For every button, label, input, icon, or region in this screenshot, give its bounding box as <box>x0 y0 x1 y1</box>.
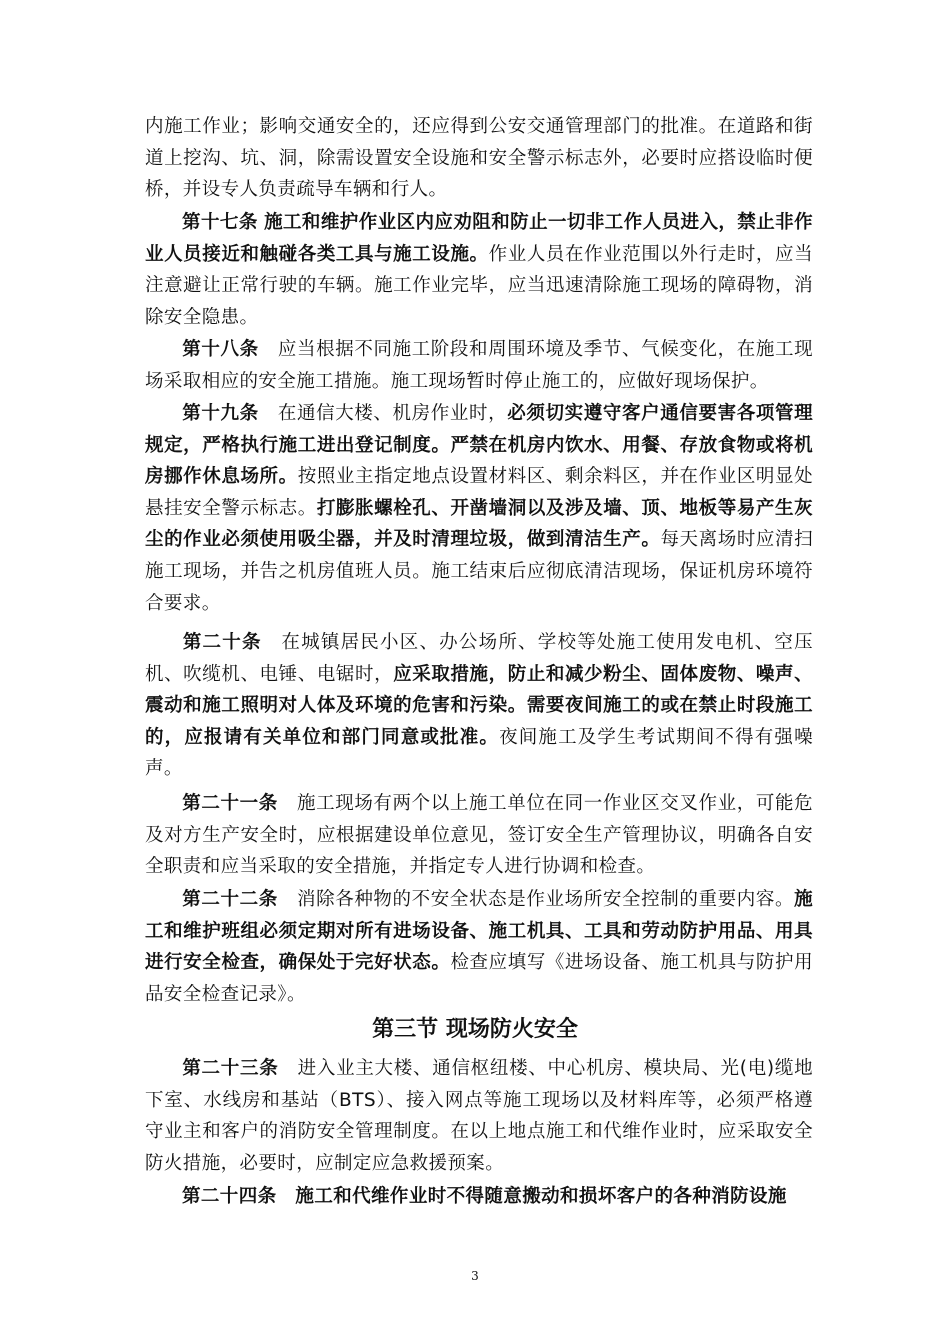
article-bold-text: 施工和代维作业时不得随意搬动和损坏客户的各种消防设施 <box>295 1186 787 1207</box>
section-heading: 第三节 现场防火安全 <box>372 1017 578 1042</box>
article-bold-text: 必须切实遵守客户通信要害各项管理规定，严格执行施工进出登记制度。严禁在机房内饮水、用餐、存放食物或将机房挪作休息场所。 <box>145 403 813 488</box>
article-text: 夜间施工及学生考试期间不得有强噪声。 <box>145 726 814 780</box>
article-22 <box>145 884 813 1010</box>
article-label: 第二十三条 <box>182 1058 279 1079</box>
article-text: 每天离场时应清扫施工现场，并告之机房值班人员。施工结束后应彻底清洁现场，保证机房环境符合要求。 <box>145 529 813 614</box>
article-label: 第二十条 <box>182 632 262 653</box>
article-label: 第十九条 <box>182 403 259 424</box>
article-bold-text: 应采取措施，防止和减少粉尘、固体废物、噪声、震动和施工照明对人体及环境的危害和污染。需要夜间施工的或在禁止时段施工的，应报请有关单位和部门同意或批准。 <box>145 663 813 748</box>
page-number: 3 <box>471 1269 479 1283</box>
article-label: 第十八条 <box>182 339 259 360</box>
article-text: 在城镇居民小区、办公场所、学校等处施工使用发电机、空压机、吹缆机、电锤、电锯时， <box>145 632 813 685</box>
article-label: 第十七条 <box>182 212 258 233</box>
article-label: 第二十一条 <box>182 793 278 814</box>
article-text: 检查应填写《进场设备、施工机具与防护用品安全检查记录》。 <box>145 952 813 1005</box>
article-text: 进入业主大楼、通信枢纽楼、中心机房、模块局、光(电)缆地下室、水线房和基站（BTS）、接入网点等施工现场以及材料库等，必须严格遵守业主和客户的消防安全管理制度。在以上地点施工和代维作业时，应采取安全防火措施，必要时，应制定应急救援预案。 <box>145 1058 813 1174</box>
article-text: 在通信大楼、机房作业时， <box>277 403 508 424</box>
article-text: 应当根据不同施工阶段和周围环境及季节、气候变化，在施工现场采取相应的安全施工措施。施工现场暂时停止施工的，应做好现场保护。 <box>145 339 814 392</box>
article-23 <box>145 1053 813 1179</box>
article-bold-text: 施工和维护班组必须定期对所有进场设备、施工机具、工具和劳动防护用品、用具进行安全检查，确保处于完好状态。 <box>145 889 813 974</box>
paragraph-continuation <box>145 111 813 206</box>
article-20 <box>145 627 813 785</box>
article-21 <box>145 788 813 883</box>
article-text: 作业人员在作业范围以外行走时，应当注意避让正常行驶的车辆。施工作业完毕，应当迅速清除施工现场的障碍物，消除安全隐患。 <box>145 243 813 328</box>
article-24 <box>145 1181 813 1213</box>
article-17 <box>145 207 813 333</box>
article-label: 第二十二条 <box>182 889 278 910</box>
paragraph-text: 内施工作业；影响交通安全的，还应得到公安交通管理部门的批准。在道路和街道上挖沟、坑、洞，除需设置安全设施和安全警示标志外，必要时应搭设临时便桥，并设专人负责疏导车辆和行人。 <box>145 116 813 201</box>
article-18 <box>145 334 813 397</box>
article-text: 施工现场有两个以上施工单位在同一作业区交叉作业，可能危及对方生产安全时，应根据建设单位意见，签订安全生产管理协议，明确各自安全职责和应当采取的安全措施，并指定专人进行协调和检查。 <box>145 793 813 878</box>
article-label: 第二十四条 <box>182 1186 277 1207</box>
article-text: 消除各种物的不安全状态是作业场所安全控制的重要内容。 <box>296 889 795 910</box>
article-bold-text: 打膨胀螺栓孔、开凿墙洞以及涉及墙、顶、地板等易产生灰尘的作业必须使用吸尘器，并及时清理垃圾，做到清洁生产。 <box>145 497 813 551</box>
article-bold-text: 施工和维护作业区内应劝阻和防止一切非工作人员进入，禁止非作业人员接近和触碰各类工具与施工设施。 <box>145 212 813 265</box>
article-text: 按照业主指定地点设置材料区、剩余料区，并在作业区明显处悬挂安全警示标志。 <box>145 466 813 519</box>
article-19 <box>145 398 813 619</box>
